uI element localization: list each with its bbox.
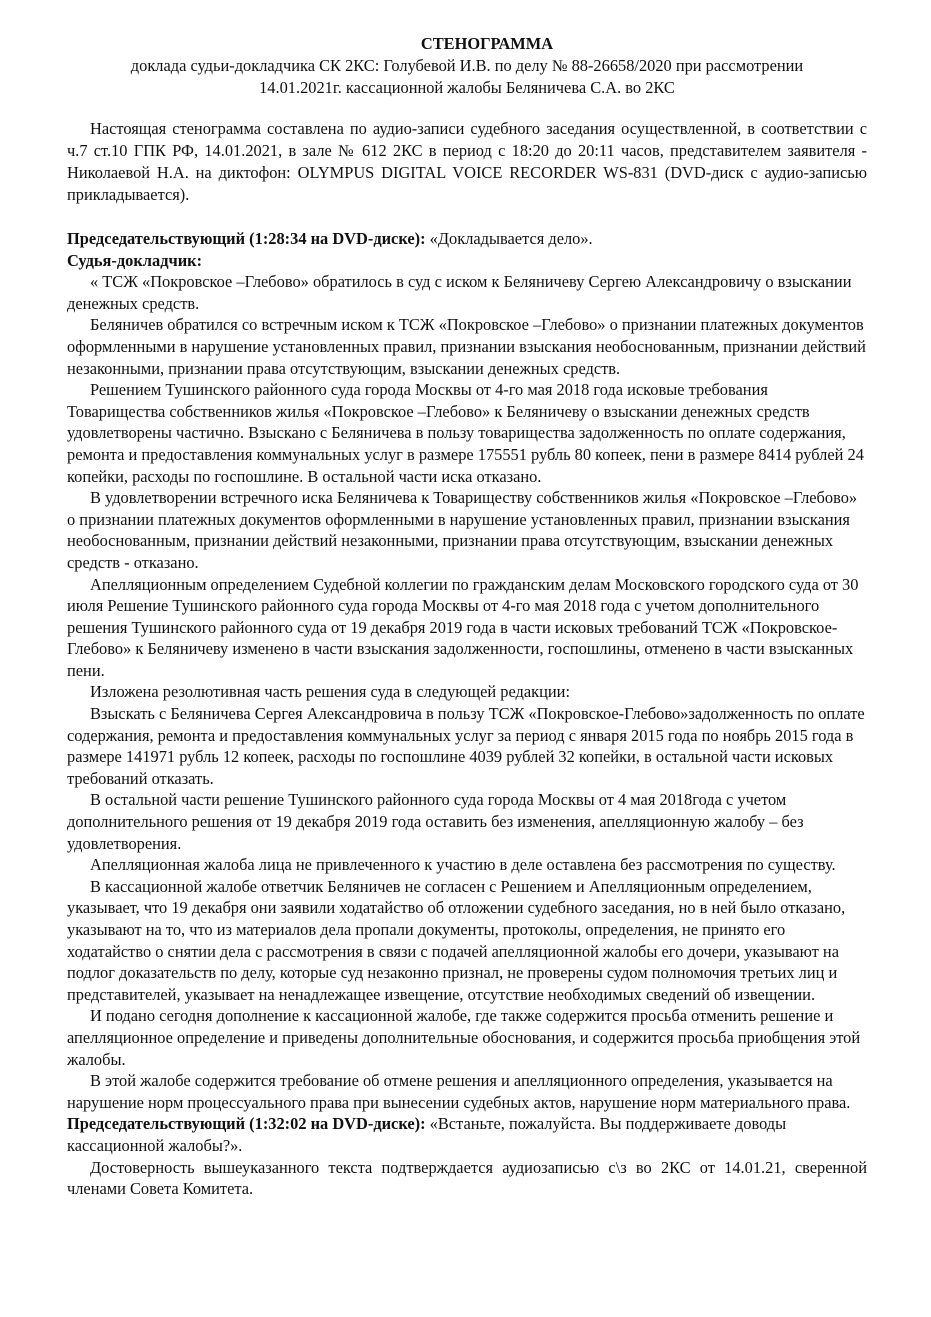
judge-paragraph: В кассационной жалобе ответчик Беляничев не согласен с Решением и Апелляционным определением, указывает, что 19 декабря они заявили ходатайство об отложении судебного заседания, но в ней было отказано, указывают на то, что из материалов дела пропали документы, протоколы, определения, не принято его ходатайство о снятии дела с рассмотрения в связи с подачей апелляционной жалобы его дочери, указывают на подлог доказательств по делу, которые суд незаконно признал, не проверены судом полномочия третьих лиц и представителей, указывает на ненадлежащее извещение, отсутствие необходимых сведений об извещении.: [67, 876, 846, 1004]
judge-paragraph: Решением Тушинского районного суда города Москвы от 4-го мая 2018 года исковые требования Товарищества собственников жилья «Покровское –Глебово» к Беляничеву о взыскании денежных средств удовлетворены частично. Взыскано с Беляничева в пользу товарищества задолженность по оплате содержания, ремонта и предоставления коммунальных услуг в размере 175551 рубль 80 копеек, пени в размере 8414 рублей 24 копейки, расходы по госпошлине. В остальной части иска отказано.: [67, 380, 864, 486]
chair-text-1: «Докладывается дело».: [429, 229, 593, 248]
document-header: [67, 33, 867, 99]
chair-label-1: Председательствующий (1:28:34 на DVD-диске):: [67, 229, 426, 248]
chair-remark-1: [67, 228, 867, 250]
judge-paragraph: Апелляционным определением Судебной коллегии по гражданским делам Московского городского суда от 30 июля Решение Тушинского районного суда города Москвы от 4-го мая 2018 года с учетом дополнительного решения Тушинского районного суда от 19 декабря 2019 года в части исковых требований ТСЖ «Покровское-Глебово» к Беляничеву изменено в части взыскания задолженности, госпошлины, отменено в части взысканных пени.: [67, 574, 859, 680]
judge-paragraph: Изложена резолютивная часть решения суда в следующей редакции:: [90, 682, 571, 702]
chair-remark-2: [67, 1113, 867, 1156]
document-title: СТЕНОГРАММА: [420, 34, 554, 53]
judge-paragraph: В этой жалобе содержится требование об отмене решения и апелляционного определения, указывается на нарушение норм процессуального права при вынесении судебных актов, нарушение норм материального права.: [67, 1071, 851, 1112]
document-subtitle-line-2: 14.01.2021г. кассационной жалобы Беляничева С.А. во 2КС: [259, 78, 675, 97]
judge-label: Судья-докладчик:: [67, 250, 203, 270]
closing-paragraph: Достоверность вышеуказанного текста подтверждается аудиозаписью с\з во 2КС от 14.01.21, сверенной членами Совета Комитета.: [67, 1157, 867, 1199]
judge-paragraph: Беляничев обратился со встречным иском к ТСЖ «Покровское –Глебово» о признании платежных документов оформленными в нарушение установленных правил, признании взыскания необоснованным, признании действий незаконными, признании права отсутствующим, взыскании денежных средств.: [67, 315, 866, 378]
chair-label-2: Председательствующий (1:32:02 на DVD-диске):: [67, 1114, 426, 1134]
intro-paragraph: Настоящая стенограмма составлена по аудио-записи судебного заседания осуществленной, в соответствии с ч.7 ст.10 ГПК РФ, 14.01.2021, в зале № 612 2КС в период с 18:20 до 20:11 часов, представителем заявителя - Николаевой Н.А. на диктофон: OLYMPUS DIGITAL VOICE RECORDER WS-831 (DVD-диск с аудио-записью прикладывается).: [67, 119, 867, 204]
judge-paragraph: « ТСЖ «Покровское –Глебово» обратилось в суд с иском к Беляничеву Сергею Александровичу о взыскании денежных средств.: [67, 272, 852, 313]
chair-text-2: «Встаньте, пожалуйста. Вы поддерживаете доводы кассационной жалобы?».: [67, 1114, 787, 1155]
document-subtitle-line-1: доклада судьи-докладчика СК 2КС: Голубевой И.В. по делу № 88-26658/2020 при рассмотрении: [130, 56, 804, 75]
judge-paragraph: Апелляционная жалоба лица не привлеченного к участию в деле оставлена без рассмотрения по существу.: [90, 855, 836, 875]
judge-paragraph: В остальной части решение Тушинского районного суда города Москвы от 4 мая 2018года с учетом дополнительного решения от 19 декабря 2019 года оставить без изменения, апелляционную жалобу – без удовлетворения.: [67, 790, 804, 853]
judge-paragraph: В удовлетворении встречного иска Беляничева к Товариществу собственников жилья «Покровское –Глебово» о признании платежных документов оформленными в нарушение установленных правил, признании взыскания необоснованным, признании действий незаконными, признании права отсутствующим, взыскании денежных средств - отказано.: [67, 488, 858, 572]
judge-paragraph: Взыскать с Беляничева Сергея Александровича в пользу ТСЖ «Покровское-Глебово»задолженность по оплате содержания, ремонта и предоставления коммунальных услуг за период с января 2015 года по ноябрь 2015 года в размере 141971 рубль 12 копеек, расходы по госпошлине 4039 рублей 32 копейки, в остальной части исковых требований отказать.: [67, 704, 865, 788]
judge-paragraph: И подано сегодня дополнение к кассационной жалобе, где также содержится просьба отменить решение и апелляционное определение и приведены дополнительные обоснования, и содержится просьба приобщения этой жалобы.: [67, 1006, 861, 1069]
transcript-body: [67, 228, 867, 1200]
